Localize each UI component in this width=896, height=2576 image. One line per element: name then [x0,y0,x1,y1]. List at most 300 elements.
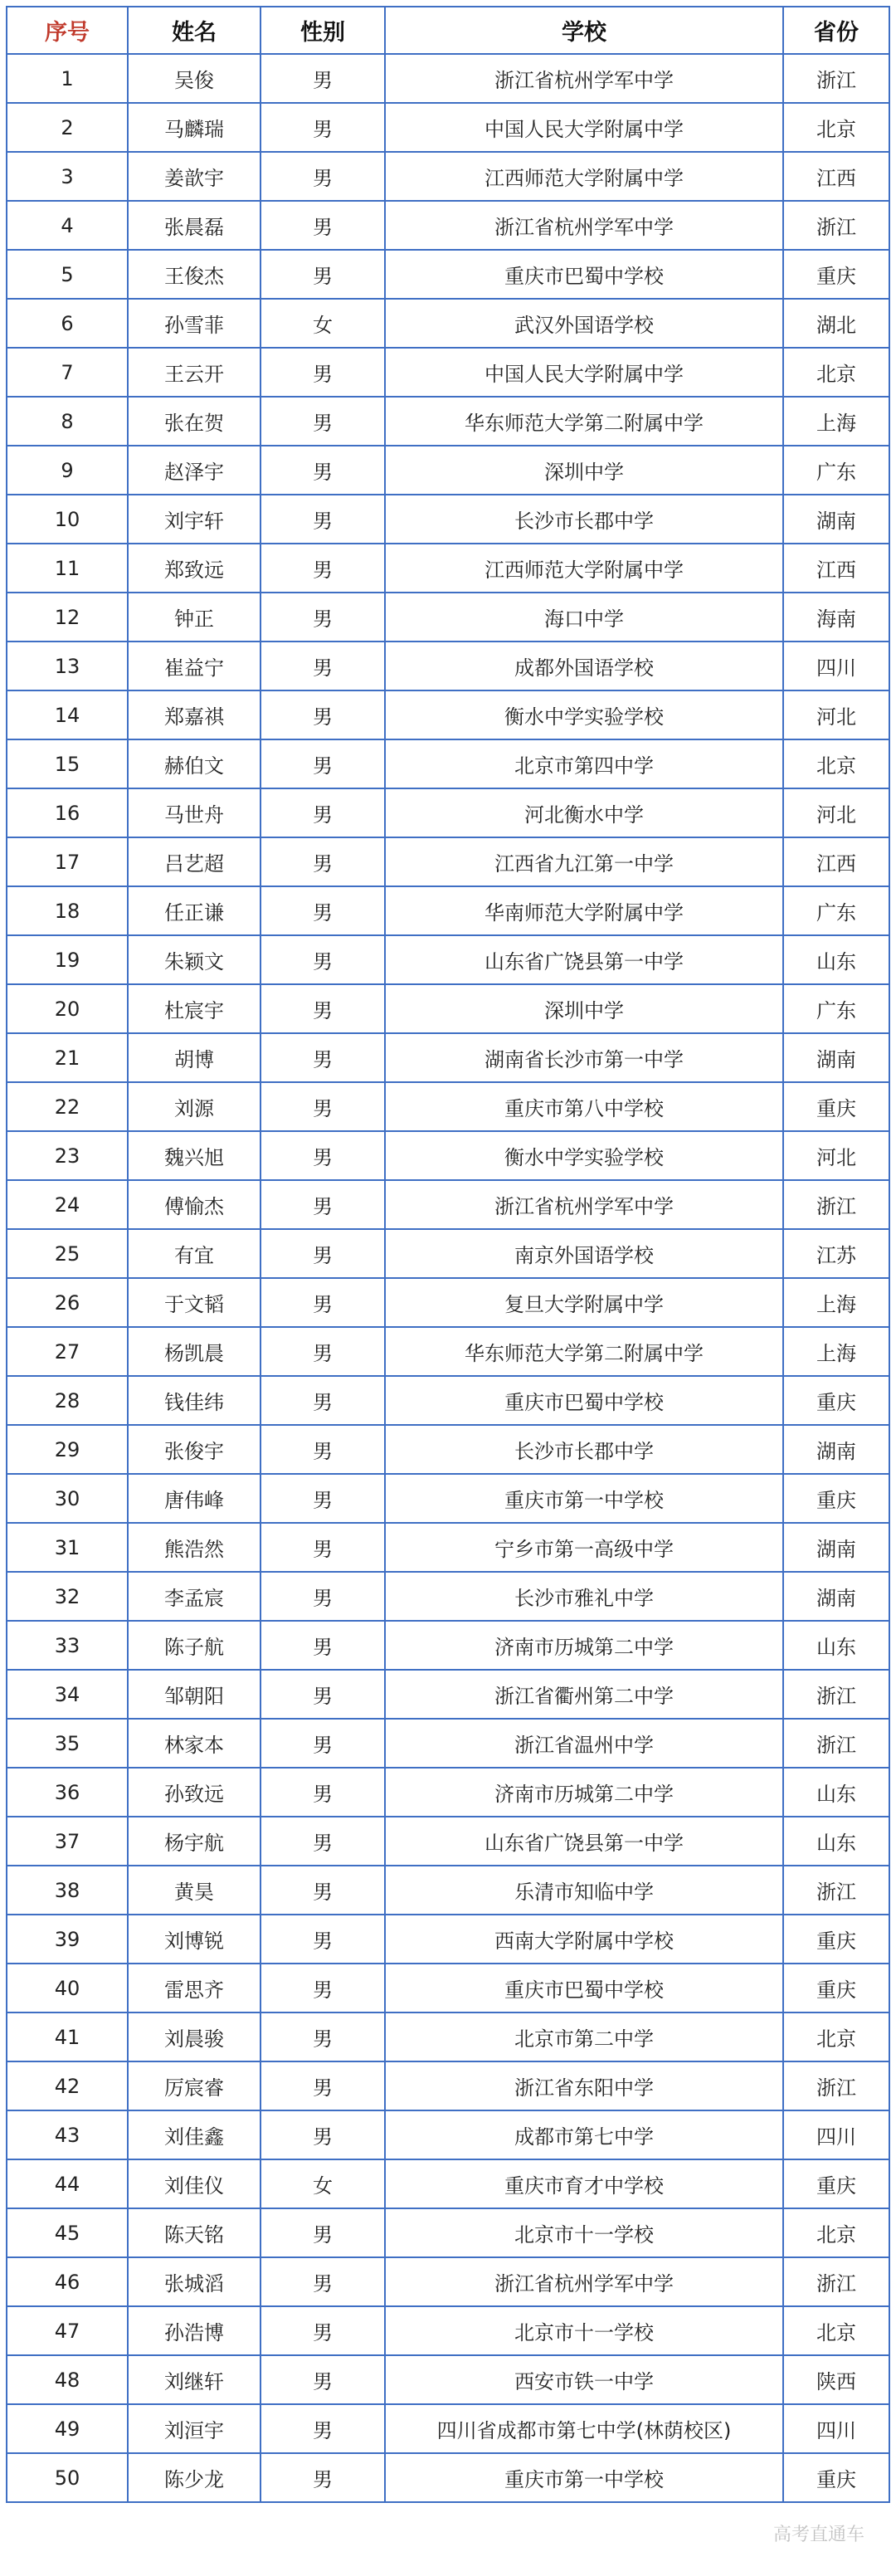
table-row [7,544,889,593]
table-row [7,446,889,495]
cell-school: 中国人民大学附属中学 [385,103,783,152]
cell-gender: 男 [261,1131,385,1180]
cell-gender: 男 [261,1670,385,1719]
cell-gender: 男 [261,1278,385,1327]
cell-no: 47 [7,2306,128,2355]
cell-province: 广东 [783,446,889,495]
cell-no: 1 [7,54,128,103]
table-row [7,495,889,544]
cell-school: 深圳中学 [385,984,783,1033]
cell-school: 重庆市第八中学校 [385,1082,783,1131]
cell-gender: 男 [261,2208,385,2257]
cell-no: 10 [7,495,128,544]
cell-name: 傅愉杰 [128,1180,261,1229]
table-row [7,1180,889,1229]
cell-school: 浙江省杭州学军中学 [385,2257,783,2306]
cell-name: 刘继轩 [128,2355,261,2404]
cell-gender: 男 [261,2306,385,2355]
cell-school: 浙江省东阳中学 [385,2061,783,2110]
cell-gender: 男 [261,1768,385,1817]
cell-school: 浙江省温州中学 [385,1719,783,1768]
cell-province: 山东 [783,1817,889,1866]
cell-no: 28 [7,1376,128,1425]
cell-no: 27 [7,1327,128,1376]
cell-school: 华东师范大学第二附属中学 [385,1327,783,1376]
cell-name: 张在贺 [128,397,261,446]
cell-province: 陕西 [783,2355,889,2404]
cell-province: 浙江 [783,1866,889,1915]
cell-no: 40 [7,1964,128,2013]
cell-province: 上海 [783,1278,889,1327]
cell-no: 7 [7,348,128,397]
cell-school: 浙江省杭州学军中学 [385,54,783,103]
cell-name: 马世舟 [128,788,261,837]
cell-name: 姜歆宇 [128,152,261,201]
cell-province: 重庆 [783,1964,889,2013]
table-row [7,1670,889,1719]
cell-gender: 男 [261,886,385,935]
cell-school: 湖南省长沙市第一中学 [385,1033,783,1082]
cell-school: 重庆市育才中学校 [385,2159,783,2208]
cell-school: 北京市第四中学 [385,739,783,788]
cell-no: 43 [7,2110,128,2159]
table-row [7,1572,889,1621]
cell-province: 重庆 [783,1915,889,1964]
cell-no: 44 [7,2159,128,2208]
cell-province: 江西 [783,152,889,201]
cell-no: 37 [7,1817,128,1866]
cell-gender: 男 [261,1033,385,1082]
cell-name: 陈天铭 [128,2208,261,2257]
cell-name: 熊浩然 [128,1523,261,1572]
cell-province: 河北 [783,690,889,739]
cell-school: 江西省九江第一中学 [385,837,783,886]
cell-gender: 男 [261,642,385,690]
cell-name: 胡博 [128,1033,261,1082]
cell-name: 孙致远 [128,1768,261,1817]
cell-no: 33 [7,1621,128,1670]
table-row [7,1866,889,1915]
table-row [7,1523,889,1572]
cell-name: 朱颖文 [128,935,261,984]
cell-province: 江苏 [783,1229,889,1278]
cell-school: 浙江省衢州第二中学 [385,1670,783,1719]
cell-name: 李孟宸 [128,1572,261,1621]
table-row [7,935,889,984]
cell-province: 重庆 [783,1376,889,1425]
cell-gender: 男 [261,935,385,984]
table-row [7,2013,889,2061]
table-row [7,2061,889,2110]
cell-gender: 男 [261,788,385,837]
table-body [7,54,889,2502]
cell-no: 5 [7,250,128,299]
cell-gender: 男 [261,2404,385,2453]
cell-name: 魏兴旭 [128,1131,261,1180]
cell-province: 北京 [783,2013,889,2061]
cell-no: 11 [7,544,128,593]
cell-school: 重庆市巴蜀中学校 [385,1376,783,1425]
cell-gender: 男 [261,2355,385,2404]
cell-school: 济南市历城第二中学 [385,1768,783,1817]
cell-province: 北京 [783,2306,889,2355]
cell-gender: 男 [261,348,385,397]
table-row [7,1327,889,1376]
cell-school: 武汉外国语学校 [385,299,783,348]
cell-school: 长沙市长郡中学 [385,1425,783,1474]
table-row [7,1915,889,1964]
cell-gender: 男 [261,495,385,544]
table-row [7,201,889,250]
cell-name: 张俊宇 [128,1425,261,1474]
cell-gender: 男 [261,1964,385,2013]
cell-name: 林家本 [128,1719,261,1768]
cell-school: 深圳中学 [385,446,783,495]
cell-school: 重庆市第一中学校 [385,1474,783,1523]
cell-province: 湖南 [783,1033,889,1082]
cell-name: 杨凯晨 [128,1327,261,1376]
cell-no: 13 [7,642,128,690]
cell-school: 重庆市第一中学校 [385,2453,783,2502]
cell-school: 北京市十一学校 [385,2208,783,2257]
cell-name: 唐伟峰 [128,1474,261,1523]
cell-gender: 男 [261,201,385,250]
cell-no: 29 [7,1425,128,1474]
cell-gender: 男 [261,1523,385,1572]
cell-gender: 男 [261,1572,385,1621]
table-row [7,1278,889,1327]
cell-no: 25 [7,1229,128,1278]
cell-no: 16 [7,788,128,837]
cell-school: 成都外国语学校 [385,642,783,690]
table-row [7,837,889,886]
cell-name: 郑嘉祺 [128,690,261,739]
cell-no: 14 [7,690,128,739]
cell-no: 50 [7,2453,128,2502]
table-row [7,1033,889,1082]
cell-no: 12 [7,593,128,642]
cell-name: 杨宇航 [128,1817,261,1866]
cell-no: 6 [7,299,128,348]
cell-gender: 男 [261,1915,385,1964]
table-row [7,642,889,690]
cell-school: 衡水中学实验学校 [385,1131,783,1180]
cell-name: 雷思齐 [128,1964,261,2013]
cell-gender: 男 [261,544,385,593]
cell-province: 湖南 [783,1425,889,1474]
cell-no: 2 [7,103,128,152]
cell-province: 四川 [783,2404,889,2453]
cell-name: 刘博锐 [128,1915,261,1964]
cell-province: 浙江 [783,1719,889,1768]
cell-name: 刘佳仪 [128,2159,261,2208]
cell-name: 崔益宁 [128,642,261,690]
cell-no: 24 [7,1180,128,1229]
cell-school: 江西师范大学附属中学 [385,544,783,593]
cell-province: 广东 [783,886,889,935]
table-row [7,299,889,348]
table-row [7,1131,889,1180]
cell-no: 9 [7,446,128,495]
cell-province: 山东 [783,1621,889,1670]
cell-school: 山东省广饶县第一中学 [385,935,783,984]
cell-gender: 男 [261,2061,385,2110]
table-row [7,2208,889,2257]
cell-no: 8 [7,397,128,446]
cell-province: 山东 [783,935,889,984]
cell-no: 17 [7,837,128,886]
cell-province: 北京 [783,739,889,788]
cell-school: 重庆市巴蜀中学校 [385,1964,783,2013]
table-row [7,1817,889,1866]
cell-no: 30 [7,1474,128,1523]
header-name: 姓名 [128,7,261,54]
table-row [7,1229,889,1278]
cell-name: 于文韬 [128,1278,261,1327]
table-row [7,886,889,935]
table-row [7,2355,889,2404]
cell-name: 孙浩博 [128,2306,261,2355]
cell-gender: 男 [261,250,385,299]
cell-name: 刘源 [128,1082,261,1131]
cell-school: 山东省广饶县第一中学 [385,1817,783,1866]
table-header [7,7,889,54]
cell-name: 刘洹宇 [128,2404,261,2453]
cell-gender: 男 [261,397,385,446]
cell-province: 重庆 [783,2159,889,2208]
cell-school: 江西师范大学附属中学 [385,152,783,201]
table-row [7,348,889,397]
cell-name: 有宜 [128,1229,261,1278]
cell-gender: 男 [261,1425,385,1474]
cell-no: 34 [7,1670,128,1719]
table-row [7,1719,889,1768]
header-no: 序号 [7,7,128,54]
cell-no: 39 [7,1915,128,1964]
cell-school: 宁乡市第一高级中学 [385,1523,783,1572]
table-row [7,1082,889,1131]
cell-school: 西南大学附属中学校 [385,1915,783,1964]
cell-province: 河北 [783,788,889,837]
cell-gender: 男 [261,1621,385,1670]
cell-name: 刘晨骏 [128,2013,261,2061]
cell-gender: 男 [261,1474,385,1523]
cell-province: 重庆 [783,1474,889,1523]
cell-gender: 男 [261,1866,385,1915]
cell-no: 20 [7,984,128,1033]
cell-gender: 男 [261,2110,385,2159]
cell-school: 济南市历城第二中学 [385,1621,783,1670]
cell-gender: 男 [261,1376,385,1425]
table-row [7,1425,889,1474]
cell-gender: 男 [261,690,385,739]
cell-province: 重庆 [783,250,889,299]
table-row [7,2110,889,2159]
watermark-text: 高考直通车 [772,2525,864,2545]
table-row [7,1474,889,1523]
cell-no: 22 [7,1082,128,1131]
cell-province: 上海 [783,397,889,446]
table-row [7,2159,889,2208]
header-school: 学校 [385,7,783,54]
cell-name: 郑致远 [128,544,261,593]
cell-province: 上海 [783,1327,889,1376]
cell-province: 湖南 [783,1523,889,1572]
cell-no: 32 [7,1572,128,1621]
cell-school: 北京市第二中学 [385,2013,783,2061]
table-row [7,103,889,152]
cell-name: 吴俊 [128,54,261,103]
table-row [7,788,889,837]
cell-no: 41 [7,2013,128,2061]
cell-no: 4 [7,201,128,250]
cell-province: 浙江 [783,1670,889,1719]
cell-province: 浙江 [783,1180,889,1229]
cell-no: 48 [7,2355,128,2404]
cell-name: 王俊杰 [128,250,261,299]
table-row [7,1376,889,1425]
cell-school: 南京外国语学校 [385,1229,783,1278]
cell-name: 马麟瑞 [128,103,261,152]
cell-province: 江西 [783,544,889,593]
cell-no: 31 [7,1523,128,1572]
cell-gender: 女 [261,2159,385,2208]
cell-name: 杜宸宇 [128,984,261,1033]
cell-no: 18 [7,886,128,935]
table-row [7,2404,889,2453]
cell-no: 36 [7,1768,128,1817]
cell-no: 21 [7,1033,128,1082]
cell-no: 38 [7,1866,128,1915]
cell-name: 钱佳纬 [128,1376,261,1425]
cell-school: 长沙市雅礼中学 [385,1572,783,1621]
cell-school: 乐清市知临中学 [385,1866,783,1915]
cell-school: 成都市第七中学 [385,2110,783,2159]
cell-no: 49 [7,2404,128,2453]
cell-name: 陈少龙 [128,2453,261,2502]
cell-province: 湖南 [783,495,889,544]
cell-name: 任正谦 [128,886,261,935]
cell-gender: 男 [261,103,385,152]
cell-no: 35 [7,1719,128,1768]
cell-name: 刘佳鑫 [128,2110,261,2159]
cell-gender: 男 [261,1719,385,1768]
table-row [7,1964,889,2013]
cell-school: 衡水中学实验学校 [385,690,783,739]
header-gender: 性别 [261,7,385,54]
cell-no: 45 [7,2208,128,2257]
cell-school: 北京市十一学校 [385,2306,783,2355]
cell-province: 浙江 [783,2061,889,2110]
cell-name: 钟正 [128,593,261,642]
cell-gender: 男 [261,1180,385,1229]
table-row [7,2306,889,2355]
cell-gender: 男 [261,837,385,886]
cell-province: 山东 [783,1768,889,1817]
cell-province: 湖南 [783,1572,889,1621]
cell-school: 浙江省杭州学军中学 [385,201,783,250]
cell-no: 3 [7,152,128,201]
cell-gender: 男 [261,1082,385,1131]
cell-gender: 男 [261,2453,385,2502]
table-row [7,739,889,788]
cell-name: 孙雪菲 [128,299,261,348]
cell-gender: 男 [261,152,385,201]
table-row [7,1768,889,1817]
cell-name: 黄昊 [128,1866,261,1915]
cell-province: 广东 [783,984,889,1033]
cell-name: 厉宸睿 [128,2061,261,2110]
cell-no: 23 [7,1131,128,1180]
cell-province: 北京 [783,2208,889,2257]
cell-province: 江西 [783,837,889,886]
cell-name: 赫伯文 [128,739,261,788]
cell-no: 42 [7,2061,128,2110]
ranking-table-container [6,6,889,2503]
cell-school: 四川省成都市第七中学(林荫校区) [385,2404,783,2453]
cell-gender: 男 [261,739,385,788]
cell-name: 王云开 [128,348,261,397]
table-row [7,250,889,299]
cell-no: 15 [7,739,128,788]
cell-province: 重庆 [783,1082,889,1131]
cell-school: 华南师范大学附属中学 [385,886,783,935]
cell-name: 张城滔 [128,2257,261,2306]
cell-no: 19 [7,935,128,984]
cell-gender: 男 [261,984,385,1033]
header-province: 省份 [783,7,889,54]
table-row [7,984,889,1033]
cell-school: 浙江省杭州学军中学 [385,1180,783,1229]
cell-gender: 男 [261,593,385,642]
student-ranking-table [6,6,890,2503]
cell-province: 浙江 [783,54,889,103]
table-row [7,2257,889,2306]
cell-school: 长沙市长郡中学 [385,495,783,544]
cell-school: 复旦大学附属中学 [385,1278,783,1327]
cell-gender: 男 [261,54,385,103]
cell-gender: 男 [261,1817,385,1866]
cell-school: 中国人民大学附属中学 [385,348,783,397]
cell-school: 河北衡水中学 [385,788,783,837]
cell-name: 吕艺超 [128,837,261,886]
cell-school: 重庆市巴蜀中学校 [385,250,783,299]
cell-province: 四川 [783,2110,889,2159]
cell-province: 北京 [783,348,889,397]
table-row [7,397,889,446]
table-row [7,690,889,739]
cell-province: 河北 [783,1131,889,1180]
cell-name: 陈子航 [128,1621,261,1670]
cell-province: 四川 [783,642,889,690]
header-row [7,7,889,54]
cell-province: 浙江 [783,2257,889,2306]
cell-name: 赵泽宇 [128,446,261,495]
cell-province: 海南 [783,593,889,642]
cell-gender: 男 [261,446,385,495]
table-row [7,152,889,201]
table-row [7,54,889,103]
cell-name: 张晨磊 [128,201,261,250]
cell-province: 浙江 [783,201,889,250]
cell-province: 北京 [783,103,889,152]
cell-school: 西安市铁一中学 [385,2355,783,2404]
cell-name: 刘宇轩 [128,495,261,544]
cell-gender: 男 [261,2013,385,2061]
cell-no: 46 [7,2257,128,2306]
cell-province: 湖北 [783,299,889,348]
cell-school: 华东师范大学第二附属中学 [385,397,783,446]
